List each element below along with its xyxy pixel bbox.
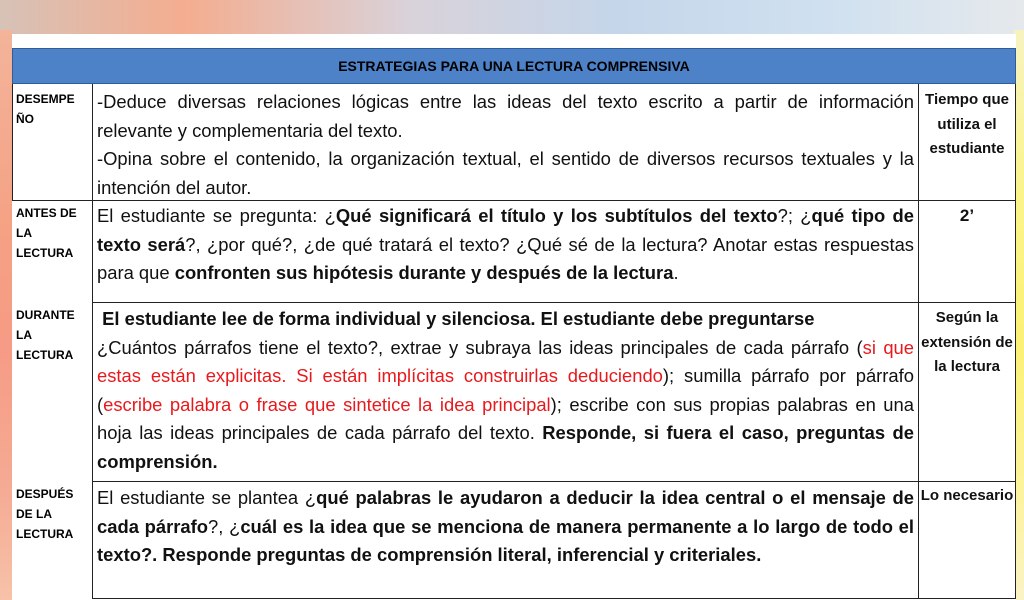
row1-bottom-border: [12, 200, 92, 201]
despues-content: [97, 484, 914, 570]
durante-content: [97, 305, 914, 476]
table-bottom-border: [92, 598, 1016, 599]
row1-left-border: [12, 84, 13, 201]
row-label-despues: DESPUÉS DE LA LECTURA: [16, 487, 74, 541]
text-segment: El estudiante se pregunta: ¿: [97, 205, 336, 226]
bold-question: qué palabras le ayudaron a deducir la idea central o el mensaje de cada párrafo: [97, 487, 914, 537]
red-highlight: escribe palabra o frase que sintetice la idea principal: [103, 393, 551, 415]
text-segment: ); sumilla párrafo por párrafo (: [97, 365, 914, 415]
text-segment: ¿Cuántos párrafos tiene el texto?, extrae y subraya las ideas principales de cada párrafo (: [97, 336, 863, 358]
content-left-border: [92, 84, 93, 599]
text-segment: .: [673, 262, 679, 283]
time-antes: 2’: [959, 206, 975, 225]
row-label-durante: DURANTE LA LECTURA: [16, 308, 75, 362]
text-segment: El estudiante se plantea ¿: [97, 487, 317, 508]
row-label-antes: ANTES DE LA LECTURA: [16, 206, 77, 260]
slide-background-left: [0, 30, 12, 600]
antes-content: [97, 202, 914, 288]
bold-question: Qué significará el título y los subtítulos del texto: [335, 205, 778, 226]
time-durante: Según la extensión de la lectura: [921, 309, 1013, 375]
desempeno-paragraph: -Deduce diversas relaciones lógicas entre las ideas del texto escrito a partir de información relevante y complementaria del texto.: [97, 91, 914, 141]
red-highlight: si que estas están explicitas. Si están implícitas construirlas deduciendo: [97, 336, 915, 386]
row-label-desempeno: [16, 89, 88, 129]
text-segment: ?, ¿: [208, 515, 241, 537]
row-divider-3: [92, 481, 1016, 482]
durante-heading: El estudiante lee de forma individual y silenciosa. El estudiante debe preguntarse: [97, 308, 815, 329]
table-right-border: [1015, 84, 1016, 599]
label-line: DESEMPE: [16, 92, 75, 106]
text-segment: ?, ¿por qué?, ¿de qué tratará el texto? ¿Qué sé de la lectura? Anotar estas respuestas para que: [97, 233, 915, 283]
time-despues: Lo necesario: [920, 487, 1014, 504]
bold-phrase: Responde, si fuera el caso, preguntas de comprensión.: [97, 422, 914, 472]
bold-question: cuál es la idea que se menciona de manera permanente a lo largo de todo el texto?. Responde preguntas de comprensión literal, inferencial y criteriales.: [97, 515, 915, 565]
time-header: Tiempo que utiliza el estudiante: [925, 91, 1009, 157]
durante-body: [97, 334, 914, 477]
text-segment: ); escribe con sus propias palabras en una hoja las ideas principales de cada párrafo del texto.: [97, 393, 914, 443]
table-title: ESTRATEGIAS PARA UNA LECTURA COMPRENSIVA: [12, 48, 1016, 84]
time-left-border: [918, 84, 919, 599]
row-divider-2: [92, 302, 1016, 303]
desempeno-content: [97, 88, 914, 202]
label-line: ÑO: [16, 112, 34, 126]
bold-phrase: confronten sus hipótesis durante y después de la lectura: [174, 262, 674, 283]
bold-question: qué tipo de texto será: [97, 205, 915, 255]
text-segment: ?; ¿: [777, 205, 812, 226]
desempeno-paragraph: -Opina sobre el contenido, la organización textual, el sentido de diversos recursos textuales y la intención del autor.: [97, 148, 914, 198]
slide-background-top: [0, 0, 1024, 34]
